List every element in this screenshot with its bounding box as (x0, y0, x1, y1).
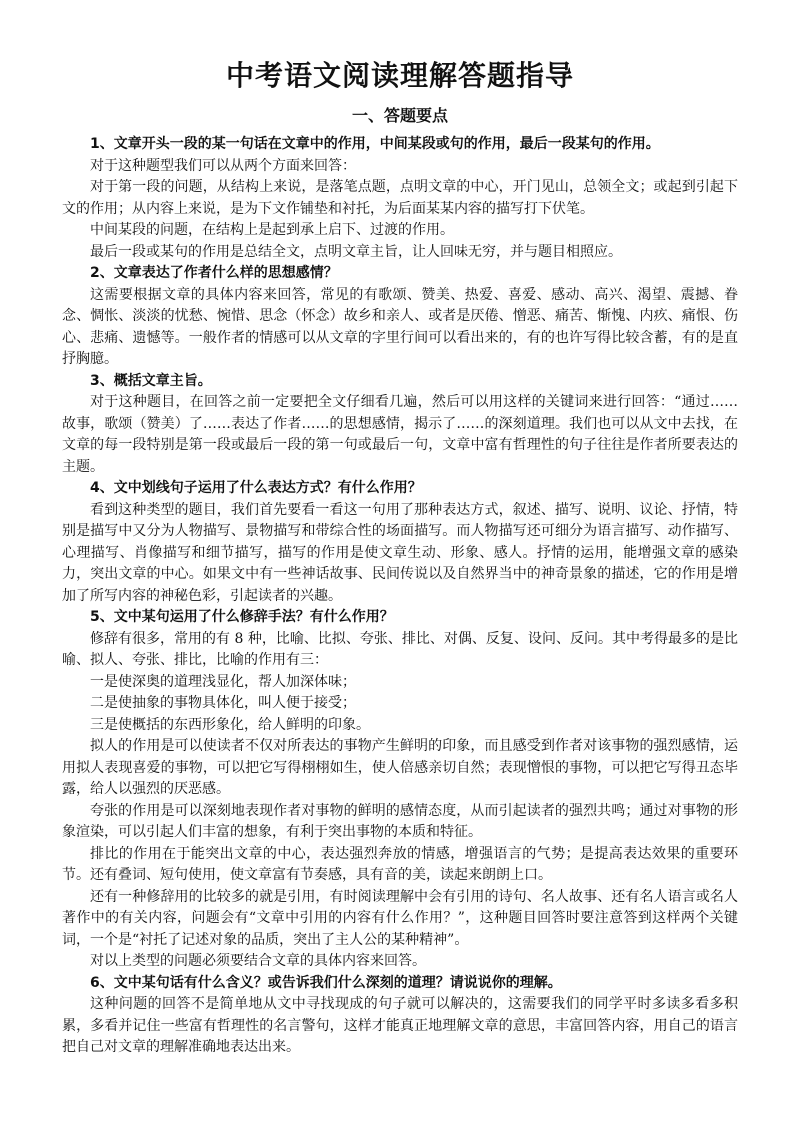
document-page (62, 56, 738, 1059)
paragraph: 修辞有很多，常用的有 8 种，比喻、比拟、夸张、排比、对偶、反复、设问、反问。其中考得最多的是比喻、拟人、夸张、排比，比喻的作用有三： (62, 630, 738, 668)
paragraph: 夸张的作用是可以深刻地表现作者对事物的鲜明的感情态度，从而引起读者的强烈共鸣；通过对事物的形象渲染，可以引起人们丰富的想象，有利于突出事物的本质和特征。 (62, 802, 738, 840)
paragraph: 这需要根据文章的具体内容来回答，常见的有歌颂、赞美、热爱、喜爱、感动、高兴、渴望、震撼、眷念、惆怅、淡淡的忧愁、惋惜、思念（怀念）故乡和亲人、或者是厌倦、憎恶、痛苦、惭愧、内疚、痛恨、伤心、悲痛、遗憾等。一般作者的情感可以从文章的字里行间可以看出来的，有的也许写得比较含蓄，有的是直抒胸臆。 (62, 286, 738, 367)
paragraph: 还有一种修辞用的比较多的就是引用，有时阅读理解中会有引用的诗句、名人故事、还有名人语言或名人著作中的有关内容，问题会有“文章中引用的内容有什么作用？”，这种题目回答时要注意答到这样两个关键词，一个是“衬托了记述对象的品质，突出了主人公的某种精神”。 (62, 888, 738, 948)
paragraph: 对于这种题目，在回答之前一定要把全文仔细看几遍，然后可以用这样的关键词来进行回答：“通过…… 故事，歌颂（赞美）了……表达了作者……的思想感情，揭示了……的深刻道理。我们也可以从文中去找，在文章的每一段特别是第一段或最后一段的第一句或最后一句，文章中富有哲理性的句子往往是作者所要表达的主题。 (62, 394, 738, 475)
paragraph: 对以上类型的问题必须要结合文章的具体内容来回答。 (90, 953, 426, 969)
paragraph: 最后一段或某句的作用是总结全文，点明文章主旨，让人回味无穷，并与题目相照应。 (90, 243, 622, 260)
question-heading-6: 6、文中某句话有什么含义？或告诉我们什么深刻的道理？请说说你的理解。 (90, 974, 562, 991)
document-title: 中考语文阅读理解答题指导 (225, 59, 574, 92)
question-heading-4: 4、文中划线句子运用了什么表达方式？有什么作用？ (90, 480, 422, 496)
question-heading-5: 5、文中某句运用了什么修辞手法？有什么作用？ (90, 609, 394, 625)
paragraph: 拟人的作用是可以使读者不仅对所表达的事物产生鲜明的印象，而且感受到作者对该事物的强烈感情，运用拟人表现喜爱的事物，可以把它写得栩栩如生，使人倍感亲切自然；表现憎恨的事物，可以把它写得丑态毕露，给人以强烈的厌恶感。 (62, 738, 738, 797)
paragraph: 三是使概括的东西形象化，给人鲜明的印象。 (90, 716, 370, 733)
paragraph: 对于这种题型我们可以从两个方面来回答： (90, 157, 356, 174)
question-heading-1: 1、文章开头一段的某一句话在文章中的作用，中间某段或句的作用，最后一段某句的作用。 (90, 136, 660, 152)
paragraph: 一是使深奥的道理浅显化，帮人加深体味； (90, 673, 356, 690)
question-heading-2: 2、文章表达了作者什么样的思想感情？ (90, 265, 338, 281)
paragraph: 中间某段的问题，在结构上是起到承上启下、过渡的作用。 (90, 222, 454, 238)
paragraph: 对于第一段的问题，从结构上来说，是落笔点题，点明文章的中心，开门见山，总领全文；或起到引起下文的作用；从内容上来说，是为下文作铺垫和衬托，为后面某某内容的描写打下伏笔。 (62, 179, 738, 217)
document-body (62, 134, 738, 1059)
paragraph: 排比的作用在于能突出文章的中心，表达强烈奔放的情感，增强语言的气势；是提高表达效果的重要环节。还有叠词、短句使用，使文章富有节奏感，具有音的美，读起来朗朗上口。 (62, 845, 738, 883)
paragraph: 二是使抽象的事物具体化，叫人便于接受； (90, 695, 356, 711)
question-heading-3: 3、概括文章主旨。 (90, 372, 212, 389)
section-title: 一、答题要点 (351, 106, 448, 125)
paragraph: 看到这种类型的题目，我们首先要看一看这一句用了那种表达方式，叙述、描写、说明、议论、抒情，特别是描写中又分为人物描写、景物描写和带综合性的场面描写。而人物描写还可细分为语言描写、动作描写、心理描写、肖像描写和细节描写，描写的作用是使文章生动、形象、感人。抒情的运用，能增强文章的感染力，突出文章的中心。如果文中有一些神话故事、民间传说以及自然界当中的神奇景象的描述，它的作用是增加了所写内容的神秘色彩，引起读者的兴趣。 (62, 501, 738, 604)
paragraph: 这种问题的回答不是简单地从文中寻找现成的句子就可以解决的，这需要我们的同学平时多读多看多积累，多看并记住一些富有哲理性的名言警句，这样才能真正地理解文章的意思，丰富回答内容，用自己的语言把自己对文章的理解准确地表达出来。 (62, 996, 738, 1055)
